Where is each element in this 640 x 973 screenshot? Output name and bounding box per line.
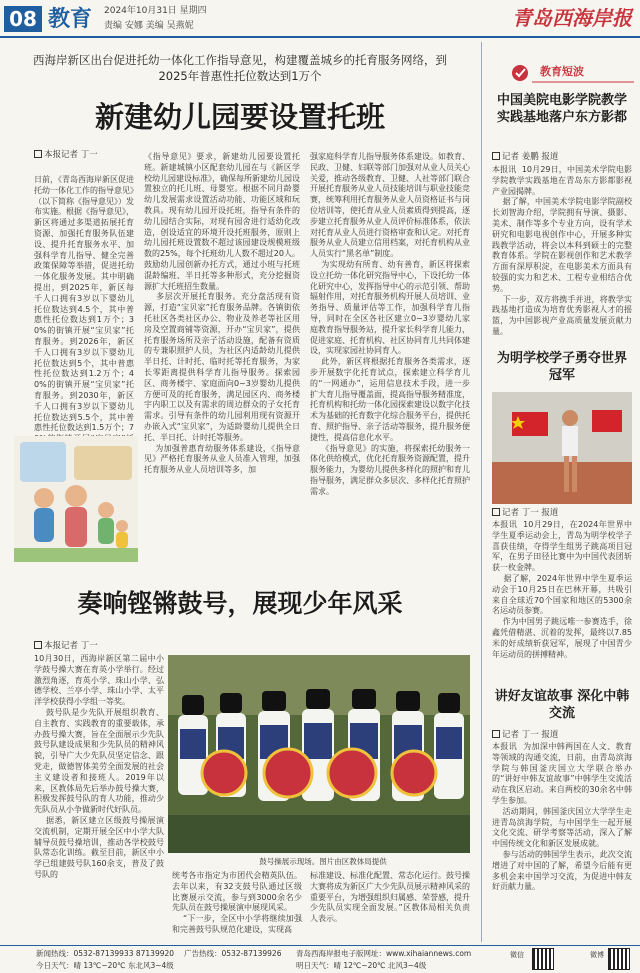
story2-headline[interactable]: 为明学校学子勇夺世界冠军 [496, 351, 627, 383]
story2-byline: 记者 丁一 报道 [492, 508, 558, 519]
story3-body: 本报讯 为加深中韩两国在人文、教育等领域的沟通交流，日前，由青岛滨海学院与韩国釜庆国立大学联合举办的“讲好中韩友谊故事”中韩学生交流活动在我区启动。来自两校的30余名中韩学生参加。 活动期间，韩国釜庆国立大学学生走进青岛滨海学院，与中国学生一起开展文化交流、研学考察等活动，深入了解中国传统文化和新区发展成就。 参与活动的韩国学生表示，此次交流增进了对中国的了解，希望今后能有更多机会来中国学习交流，为促进中韩友好贡献力量。 [492, 742, 632, 892]
news-hotline: 新闻热线：0532-87139933 87139920 [36, 949, 175, 958]
newspaper-logo: 青岛西海岸报 [512, 6, 632, 30]
page-number: 08 [4, 6, 42, 32]
article2-headline[interactable]: 奏响铿锵鼓号，展现少年风采 [77, 589, 403, 618]
article2-byline: 本报记者 丁一 [34, 641, 98, 652]
article1-column-3: 强家庭科学育儿指导服务体系建设。如教育、民政、卫健、妇联等部门加强对从业人员关心关爱，推动各级教育、卫健、人社等部门联合开展托育服务从业人员技能培训与职业技能竞赛，统筹利用托育服务从业人员资格证书与岗位培训等，使托育从业人员素质得到提高，逐步建立托育服务从业人员评价标准体系，依法对托育从业人员进行资格审查和认定。对托育服务从业人员建立信用档案，对托育机构从业人员实行“黑名单”制度。 为实现幼有所育、幼有善育，新区将探索设立托幼一体化研究指导中心，下设托幼一体化研究中心，发挥指导中心的示范引领、帮助辐射作用，对托育服务机构开展人员培训、业务指导、质量评估等工作，加强科学育儿指导，同时在全区各社区建立0~3岁婴幼儿家庭教育指导服务站，提升家长科学育儿能力，促进家庭、托育机构、社区协同育儿共同体建设，实现家园社协同育人。 此外，新区将根据托育服务各类需求，逐步开展数字化托育试点，探索建立科学育儿的“一网通办”，运用信息技术手段，进一步扩大育儿指导覆盖面，提高指导服务精准度，托育机构和托幼一体化园探索建设以数字化技术为基础的托育数字化综合服务平台，提供托育、照护指导、亲子活动等服务，提升服务便捷性，提高信息化水平。 《指导意见》的实施，将探索托幼服务一体化供给模式，优化托育服务资源配置，提升服务能力，为婴幼儿提供多样化的照护和育儿指导服务，满足群众多层次、多样化托育照护需求。 [310, 152, 470, 496]
weibo-label: 微博 [590, 951, 604, 959]
square-icon [492, 508, 500, 516]
story1-headline[interactable]: 中国美院电影学院教学实践基地落户东方影都 [496, 93, 627, 125]
article1-subheadline: 西海岸新区出台促进托幼一体化工作指导意见，构建覆盖城乡的托育服务网络，到2025年普惠性托位数达到1万个 [33, 53, 447, 83]
weather-today: 今日天气：晴 13℃~20℃ 东北风3~4级 [36, 961, 174, 970]
article2-column-1: 10月30日，西海岸新区第二届中小学鼓号操大赛在育英小学举行。经过激烈角逐，育英小学、珠山小学、弘德学校、兰亭小学、珠山小学、太平洋学校获得小学组一等奖。 鼓号队是少先队开展组织教育、自主教育、实践教育的重要载体，承办鼓号操大赛，旨在全面展示少先队鼓号队建设成果和少先队员的精神风貌，引导广大少先队员坚定信念、跟党走，做德智体美劳全面发展的社会主义建设者和接班人。2019年以来，区教体局先后举办鼓号操大赛，积极发挥鼓号队的育人功能，推动少先队员从小争做新时代好队员。 据悉，新区建立区级鼓号操展演交流机制，定期开展全区中小学大队辅导员鼓号操培训，推动各学校鼓号队常态化训练。截至目前，新区中小学已组建鼓号队160余支，普及了鼓号队的 [34, 654, 164, 879]
section-title: 教育 [48, 6, 93, 32]
article2-column-2: 统考各市指定为市团代会精英队伍。去年以来，有32支鼓号队通过区级比赛展示交流，参与到3000余名少先队员在鼓号操展演中展现风采。 “下一步，全区中小学将继续加强和完善鼓号队规范化建设，实现高 [172, 871, 302, 934]
article1-column-1: 日前，《青岛西海岸新区促进托幼一体化工作的指导意见》（以下简称《指导意见》）发布实施。根据《指导意见》，新区将通过多渠道拓展托育资源、加强托育服务队伍建设、提升托育服务水平、加强科学育儿指导、健全完善政策保障等举措，促进托幼一体化服务发展。其中明确提出，到2025年，新区每千人口拥有3岁以下婴幼儿托位数达到4.5个，其中普惠性托位数达到1万个；30%的街镇开展“宝贝家”托育服务。到2026年，新区千人口拥有3岁以下婴幼儿托位数达到5个，其中普惠性托位数达到1.2万个；40%的街镇开展“宝贝家”托育服务。到2030年，新区千人口拥有3岁以下婴幼儿托位数达到5.5个，其中普惠性托位数达到1.5万个；7 [34, 175, 134, 433]
story3-headline[interactable]: 讲好友谊故事 深化中韩交流 [494, 689, 630, 721]
story2-body: 本报讯 10月29日，在2024年世界中学生夏季运动会上，青岛为明学校学子喜获佳绩，夺得学生组男子跳高项目冠军，在男子田径比赛中为中国代表团斩获一枚金牌。 据了解，2024年世界中学生夏季运动会于10月25日在巴林开幕，共吸引来自全球近70个国家和地区的5300余名运动员参赛。 作为中国男子跳远唯一参赛选手，徐鑫凭借精湛、沉着的发挥，最终以7.85米的好成绩斩获冠军，展现了中国青少年运动员的拼搏精神。 [492, 520, 632, 659]
article1-byline: 本报记者 丁一 [34, 150, 98, 161]
square-icon [492, 152, 500, 160]
ad-hotline: 广告热线：0532-87139926 [184, 949, 282, 958]
wechat-label: 微信 [510, 951, 524, 959]
editor-credits: 责编 安娜 美编 吴燕妮 [104, 21, 194, 31]
square-icon [34, 150, 42, 158]
section-label: 教育短波 [540, 65, 584, 78]
story1-body: 本报讯 10月29日，中国美术学院电影学院教学实践基地在青岛东方影都影视产业园揭牌。 据了解，中国美术学院电影学院副校长刘智海介绍，学院拥有导演、摄影、美术、制作等多个专业方向，设有学术研究和电影电视创作中心，开展多种实践教学活动，将会以本科到硕士的完整教育体系。学院在影视创作和艺术教学方面有深厚积淀，在电影美术方面具有较强的实力和艺术、工程专业相结合优势。 下一步，双方将携手并进，将教学实践基地打造成为培育优秀影视人才的摇篮，为中国影视产业高质量发展贡献力量。 [492, 165, 632, 336]
athlete-photo[interactable] [492, 392, 632, 504]
family-illustration [14, 436, 138, 562]
wechat-qr-icon[interactable] [532, 948, 554, 970]
photo-caption: 鼓号操展示现场。图片由区教体局提供 [259, 857, 387, 866]
article1-column-2: 《指导意见》要求，新建幼儿园要设置托班。新建城镇小区配套幼儿园在与《新区学校幼儿园建设标准》，确保每所新建幼儿园设置独立的托儿班、母婴室。根据不同月龄婴幼儿发展需求设置活动功能、功能区域和玩教具。现有幼儿园开设托班，指导有条件的幼儿园结合实际，对现有园舍进行适幼化改造，创设适宜的环境开设托班服务，原则上幼儿园托班设置数不超过该园建设规模班级数的25%，每个托班幼儿人数不超过20人。鼓励幼儿园创新办托方式，通过小班与托班混龄编班、半日托等多种形式，充分挖掘资源扩大托班招生数量。 多层次开展托育服务。充分盘活现有资源，打造“宝贝家”托育服务品牌。各镇街依托社区各类社区办公、物业及养老等社区用房及空置商铺等资源，开办“宝贝家”，提供托育服务场所及亲子活动设施，配备有资质的专兼职照护人员，为社区内适龄幼儿提供半日托、计时托、临时托等托育服务，为家长零距离提供科学育儿指导服务。探索园区、商务楼宇、家庭面向0~3岁婴幼儿提供方便可及的托育服务，满足园区内、商务楼宇内职工以及有需求的周边群众的子女托育需求。引导有条件的幼儿园利用现有资源开办嵌入式“宝贝家”，为适龄婴幼儿提供全日托、半日托、计时托等服务。 为加强普惠育幼服务体系建设，《指导意见》严格托育服务从业人员准入管理，加强托育服务从业人员培训等多，加 [144, 152, 300, 475]
square-icon [34, 641, 42, 649]
square-icon [492, 730, 500, 738]
weibo-qr-icon[interactable] [608, 948, 630, 970]
weather-tomorrow: 明日天气：晴 12℃~20℃ 北风3~4级 [296, 961, 427, 970]
article2-column-3: 标准建设、标准化配置、常态化运行。鼓号操大赛将成为新区广大少先队员展示精神风采的重要平台，为增强组织归属感、荣誉感，提升少先队员实现全面发展。”区教体局相关负责人表示。 [310, 871, 470, 924]
story1-byline: 记者 姜鹏 报道 [492, 152, 558, 163]
issue-date: 2024年10月31日 星期四 [104, 6, 207, 16]
drum-band-photo[interactable] [168, 655, 470, 853]
story3-byline: 记者 丁一 报道 [492, 730, 558, 741]
article1-headline[interactable]: 新建幼儿园要设置托班 [94, 100, 385, 134]
website-link[interactable]: 青岛西海岸报电子版网址：www.xihaiannews.com [296, 949, 472, 958]
